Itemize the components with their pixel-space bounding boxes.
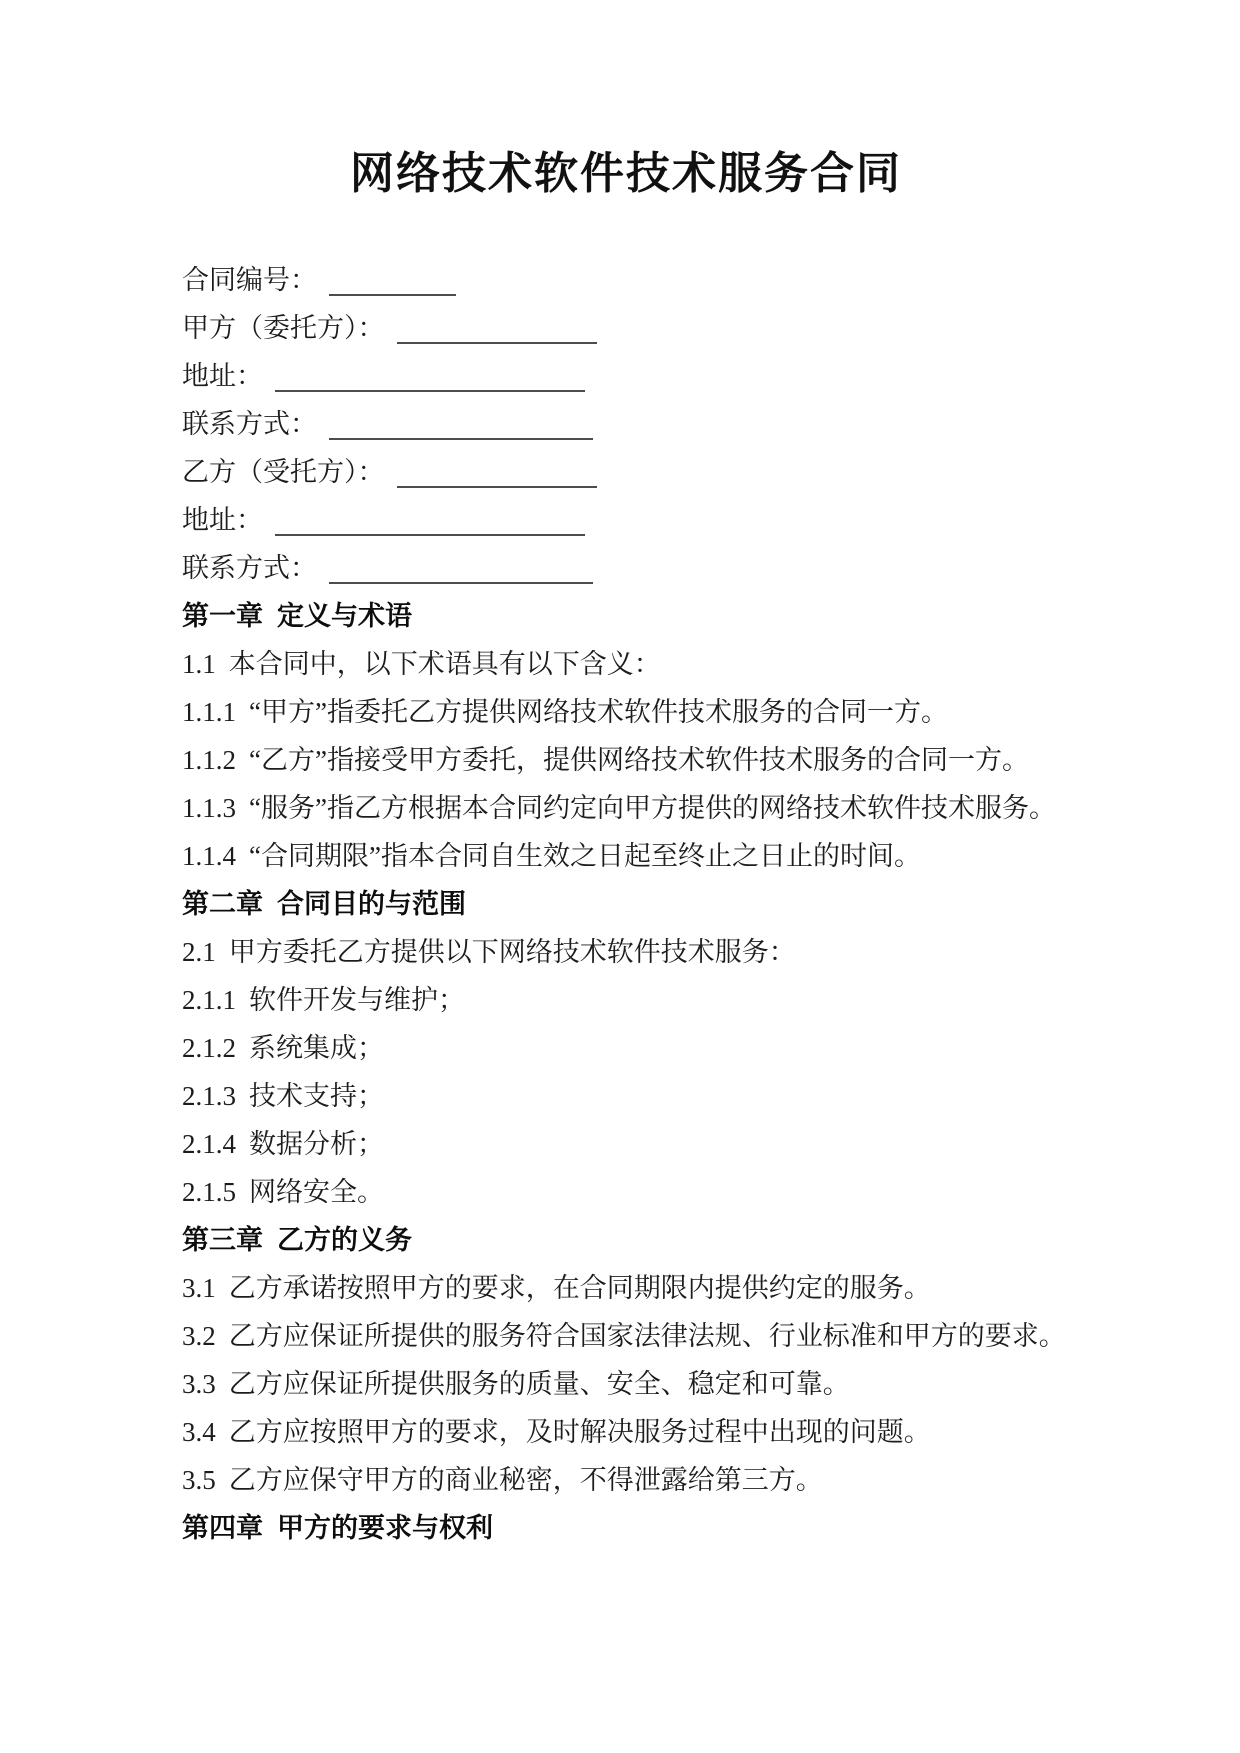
- clause-number: 3.1: [182, 1273, 216, 1303]
- clause-1-1: [182, 640, 1070, 688]
- clause-text: “合同期限”指本合同自生效之日起至终止之日止的时间。: [249, 841, 921, 871]
- clause-3-1: [182, 1264, 1070, 1312]
- party-a-contact-label: 联系方式：: [182, 409, 317, 439]
- section-4-heading: [182, 1504, 1070, 1552]
- clause-number: 1.1.1: [182, 697, 236, 727]
- clause-text: 乙方承诺按照甲方的要求，在合同期限内提供约定的服务。: [228, 1273, 931, 1303]
- party-a-row: [182, 304, 1070, 352]
- party-b-row: [182, 448, 1070, 496]
- clause-text: “服务”指乙方根据本合同约定向甲方提供的网络技术软件技术服务。: [249, 793, 1056, 823]
- clause-1-1-3: [182, 784, 1070, 832]
- section-3-heading: [182, 1216, 1070, 1264]
- clause-text: 技术支持；: [249, 1081, 384, 1111]
- party-b-address-blank: [275, 500, 585, 536]
- party-b-blank: [397, 452, 597, 488]
- party-a-address-blank: [275, 356, 585, 392]
- section-3-title: 乙方的义务: [277, 1225, 412, 1255]
- clause-number: 1.1: [182, 649, 216, 679]
- clause-2-1-3: [182, 1072, 1070, 1120]
- clause-2-1-4: [182, 1120, 1070, 1168]
- section-3-number: 第三章: [182, 1225, 263, 1255]
- clause-number: 2.1: [182, 937, 216, 967]
- clause-text: 软件开发与维护；: [249, 985, 465, 1015]
- party-a-contact-blank: [329, 404, 593, 440]
- clause-number: 3.4: [182, 1417, 216, 1447]
- section-4-number: 第四章: [182, 1513, 263, 1543]
- clause-text: 乙方应保守甲方的商业秘密，不得泄露给第三方。: [228, 1465, 823, 1495]
- clause-number: 2.1.3: [182, 1081, 236, 1111]
- section-2-title: 合同目的与范围: [277, 889, 466, 919]
- contract-number-label: 合同编号：: [182, 265, 317, 295]
- clause-1-1-4: [182, 832, 1070, 880]
- clause-3-5: [182, 1456, 1070, 1504]
- party-b-contact-row: [182, 544, 1070, 592]
- clause-3-2: [182, 1312, 1070, 1360]
- section-2-number: 第二章: [182, 889, 263, 919]
- party-b-address-label: 地址：: [182, 505, 263, 535]
- clause-text: 乙方应保证所提供的服务符合国家法律法规、行业标准和甲方的要求。: [228, 1321, 1066, 1351]
- party-b-label: 乙方（受托方）：: [182, 457, 385, 487]
- section-party-a-rights: [182, 1504, 1070, 1552]
- clause-text: 乙方应保证所提供服务的质量、安全、稳定和可靠。: [228, 1369, 850, 1399]
- clause-2-1: [182, 928, 1070, 976]
- document-title: 网络技术软件技术服务合同: [350, 149, 902, 198]
- contract-number-blank: [329, 260, 456, 296]
- party-a-blank: [397, 308, 597, 344]
- clause-number: 3.3: [182, 1369, 216, 1399]
- section-2-heading: [182, 880, 1070, 928]
- clause-number: 3.5: [182, 1465, 216, 1495]
- clause-text: 甲方委托乙方提供以下网络技术软件技术服务：: [228, 937, 796, 967]
- party-a-address-row: [182, 352, 1070, 400]
- clause-1-1-1: [182, 688, 1070, 736]
- clause-number: 3.2: [182, 1321, 216, 1351]
- section-party-b-obligations: [182, 1216, 1070, 1504]
- clause-2-1-5: [182, 1168, 1070, 1216]
- clause-text: 系统集成；: [249, 1033, 384, 1063]
- clause-3-4: [182, 1408, 1070, 1456]
- clause-number: 1.1.4: [182, 841, 236, 871]
- section-1-title: 定义与术语: [277, 601, 412, 631]
- party-b-contact-label: 联系方式：: [182, 553, 317, 583]
- party-a-label: 甲方（委托方）：: [182, 313, 385, 343]
- section-1-heading: [182, 592, 1070, 640]
- clause-2-1-1: [182, 976, 1070, 1024]
- party-a-contact-row: [182, 400, 1070, 448]
- clause-number: 2.1.1: [182, 985, 236, 1015]
- section-definitions: [182, 592, 1070, 880]
- section-1-number: 第一章: [182, 601, 263, 631]
- party-a-address-label: 地址：: [182, 361, 263, 391]
- party-b-address-row: [182, 496, 1070, 544]
- party-b-contact-blank: [329, 548, 593, 584]
- clause-text: “甲方”指委托乙方提供网络技术软件技术服务的合同一方。: [249, 697, 948, 727]
- clause-text: 本合同中，以下术语具有以下含义：: [228, 649, 661, 679]
- clause-number: 1.1.2: [182, 745, 236, 775]
- clause-number: 2.1.2: [182, 1033, 236, 1063]
- clause-1-1-2: [182, 736, 1070, 784]
- contract-number-row: [182, 256, 1070, 304]
- section-purpose-scope: [182, 880, 1070, 1216]
- clause-text: “乙方”指接受甲方委托，提供网络技术软件技术服务的合同一方。: [249, 745, 1029, 775]
- party-info-block: [182, 256, 1070, 592]
- clause-2-1-2: [182, 1024, 1070, 1072]
- clause-text: 乙方应按照甲方的要求，及时解决服务过程中出现的问题。: [228, 1417, 931, 1447]
- clause-text: 数据分析；: [249, 1129, 384, 1159]
- clause-number: 1.1.3: [182, 793, 236, 823]
- clause-number: 2.1.4: [182, 1129, 236, 1159]
- section-4-title: 甲方的要求与权利: [277, 1513, 493, 1543]
- clause-3-3: [182, 1360, 1070, 1408]
- clause-text: 网络安全。: [249, 1177, 384, 1207]
- clause-number: 2.1.5: [182, 1177, 236, 1207]
